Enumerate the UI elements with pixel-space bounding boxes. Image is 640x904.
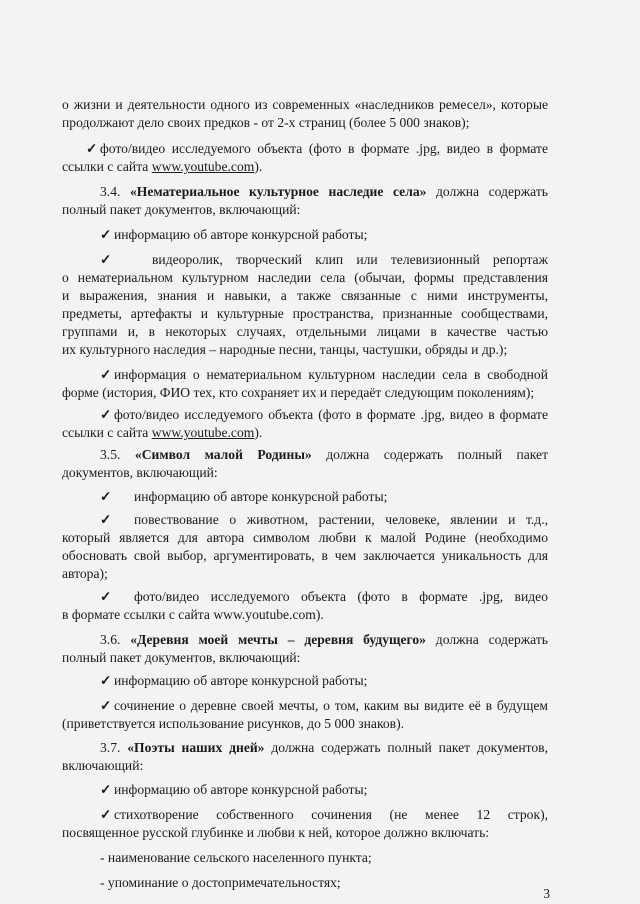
list-item: - наименование сельского населенного пункта; [100, 850, 372, 865]
checkmark-icon: ✓ [100, 673, 112, 688]
text-line: и выражения, знания и навыки, а также связанные с ними инструменты, [62, 288, 548, 303]
checkmark-icon: ✓ [100, 589, 112, 604]
section-heading-3-4: 3.4. «Нематериальное культурное наследие села» должна содержать [100, 184, 548, 199]
checkmark-icon: ✓ [100, 807, 112, 822]
section-heading-3-5: 3.5. «Символ малой Родины» должна содержать полный пакет [100, 447, 549, 462]
bullet-item: ✓ информацию об авторе конкурсной работы; [100, 227, 368, 242]
text-line: полный пакет документов, включающий: [62, 650, 301, 665]
section-heading-3-7: 3.7. «Поэты наших дней» должна содержать полный пакет документов, [100, 740, 548, 755]
section-title: «Поэты наших дней» [127, 740, 265, 755]
checkmark-icon: ✓ [100, 407, 112, 422]
bullet-item: ✓ фото/видео исследуемого объекта (фото в формате .jpg, видео в формате [100, 407, 548, 422]
bullet-item: информацию об авторе конкурсной работы; [134, 489, 388, 504]
text-line: обосновать свой выбор, аргументировать, в чем заключается уникальность для [62, 548, 548, 563]
text-line: ссылки с сайта www.youtube.com). [62, 425, 263, 440]
text-line: ссылки с сайта www.youtube.com). [62, 159, 263, 174]
bullet-item: ✓ стихотворение собственного сочинения (не менее 12 строк), [100, 807, 548, 822]
checkmark-icon: ✓ [100, 227, 112, 242]
checkmark-icon: ✓ [86, 141, 98, 156]
bullet-item: ✓ фото/видео исследуемого объекта (фото в формате .jpg, видео в формате [86, 141, 548, 156]
text-line: полный пакет документов, включающий: [62, 202, 301, 217]
bullet-item: ✓ сочинение о деревне своей мечты, о том, каким вы видите её в будущем [100, 698, 548, 713]
checkmark-icon: ✓ [100, 512, 112, 527]
bullet-item: повествование о животном, растении, человеке, явлении и т.д., [134, 512, 548, 527]
checkmark-icon: ✓ [100, 698, 112, 713]
text-line: автора); [62, 566, 108, 581]
section-title: «Нематериальное культурное наследие села» [129, 184, 427, 199]
checkmark-icon: ✓ [100, 367, 112, 382]
bullet-item: ✓ информацию об авторе конкурсной работы; [100, 782, 368, 797]
bullet-item: ✓ информацию об авторе конкурсной работы; [100, 673, 368, 688]
text-line: посвященное русской глубинке и любви к ней, которое должно включать: [62, 825, 490, 840]
text-line: включающий: [62, 758, 144, 773]
checkmark-icon: ✓ [100, 782, 112, 797]
text-line: о нематериальном культурном наследии села (обычаи, формы представления [62, 270, 548, 285]
text-line: (приветствуется использование рисунков, до 5 000 знаков). [62, 716, 404, 731]
checkmark-icon: ✓ [100, 489, 112, 504]
bullet-item: фото/видео исследуемого объекта (фото в формате .jpg, видео [134, 589, 548, 604]
section-title: «Деревня моей мечты – деревня будущего» [130, 632, 426, 647]
text-line: предметы, артефакты и культурные пространства, признанные сообществами, [62, 306, 548, 321]
page-number: 3 [543, 886, 550, 901]
text-line: продолжают дело своих предков - от 2-х страниц (более 5 000 знаков); [62, 115, 470, 130]
text-line: который является для автора символом любви к малой Родине (необходимо [62, 530, 548, 545]
youtube-link[interactable]: www.youtube.com [151, 425, 255, 440]
section-title: «Символ малой Родины» [134, 447, 312, 462]
bullet-item: ✓ информация о нематериальном культурном наследии села в свободной [100, 367, 548, 382]
text-line: документов, включающий: [62, 465, 218, 480]
list-item: - упоминание о достопримечательностях; [100, 875, 341, 890]
youtube-link[interactable]: www.youtube.com [151, 159, 255, 174]
text-line: группами и, в некоторых случаях, отдельными лицами в качестве частью [62, 324, 548, 339]
bullet-item: видеоролик, творческий клип или телевизионный репортаж [152, 252, 548, 267]
text-line: о жизни и деятельности одного из современных «наследников ремесел», которые [62, 97, 548, 112]
text-line: форме (история, ФИО тех, кто сохраняет их и передаёт следующим поколениям); [62, 385, 535, 400]
text-line: их культурного наследия – народные песни, танцы, частушки, обряды и др.); [62, 342, 508, 357]
text-line: в формате ссылки с сайта www.youtube.com). [62, 607, 324, 622]
checkmark-icon: ✓ [100, 252, 112, 267]
section-heading-3-6: 3.6. «Деревня моей мечты – деревня будущего» должна содержать [100, 632, 548, 647]
